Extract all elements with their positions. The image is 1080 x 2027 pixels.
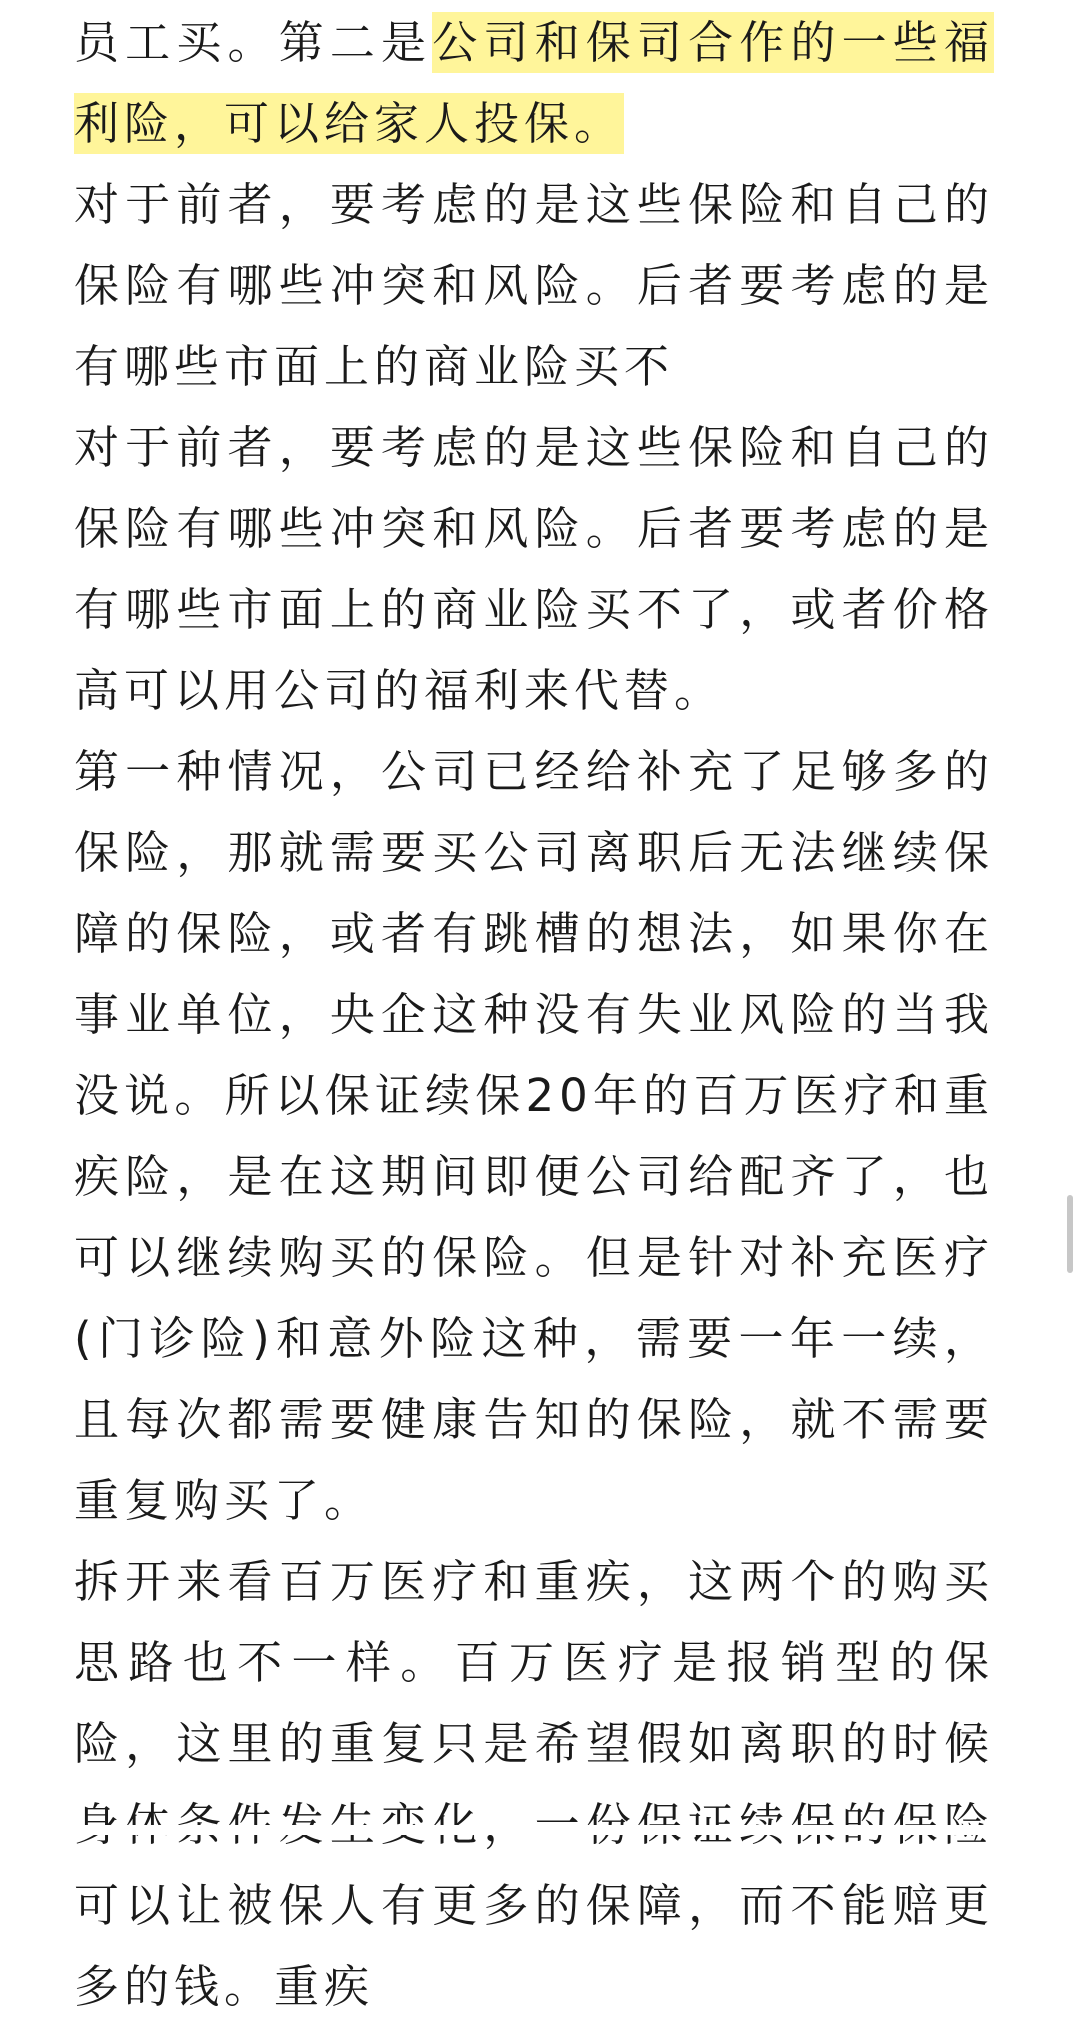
paragraph-1 (74, 2, 994, 164)
bottom-edge (0, 1825, 1080, 1835)
highlighted-text[interactable]: 公司和保司合作的一些福利险，可以给家人投保。 (74, 12, 994, 154)
paragraph-3: 对于前者，要考虑的是这些保险和自己的保险有哪些冲突和风险。后者要考虑的是有哪些市面上的商业险买不了，或者价格高可以用公司的福利来代替。 (74, 421, 994, 717)
scrollbar-thumb[interactable] (1067, 1195, 1073, 1273)
paragraph-4: 第一种情况，公司已经给补充了足够多的保险，那就需要买公司离职后无法继续保障的保险，或者有跳槽的想法，如果你在事业单位，央企这种没有失业风险的当我没说。所以保证续保20年的百万医疗和重疾险，是在这期间即便公司给配齐了，也可以继续购买的保险。但是针对补充医疗(门诊险)和意外险这种，需要一年一续，且每次都需要健康告知的保险，就不需要重复购买了。 (74, 745, 994, 1527)
paragraph-5: 拆开来看百万医疗和重疾，这两个的购买思路也不一样。百万医疗是报销型的保险，这里的重复只是希望假如离职的时候 可以让被保人有更多的保障，而不能赔更多的钱。重疾 (74, 1555, 994, 2013)
paragraph-2: 对于前者，要考虑的是这些保险和自己的保险有哪些冲突和风险。后者要考虑的是有哪些市面上的商业险买不 (74, 178, 994, 393)
article-body (74, 2, 994, 2027)
paragraph-1-text: 员工买。第二是 (74, 16, 433, 69)
vertical-scrollbar[interactable] (1066, 0, 1080, 1835)
